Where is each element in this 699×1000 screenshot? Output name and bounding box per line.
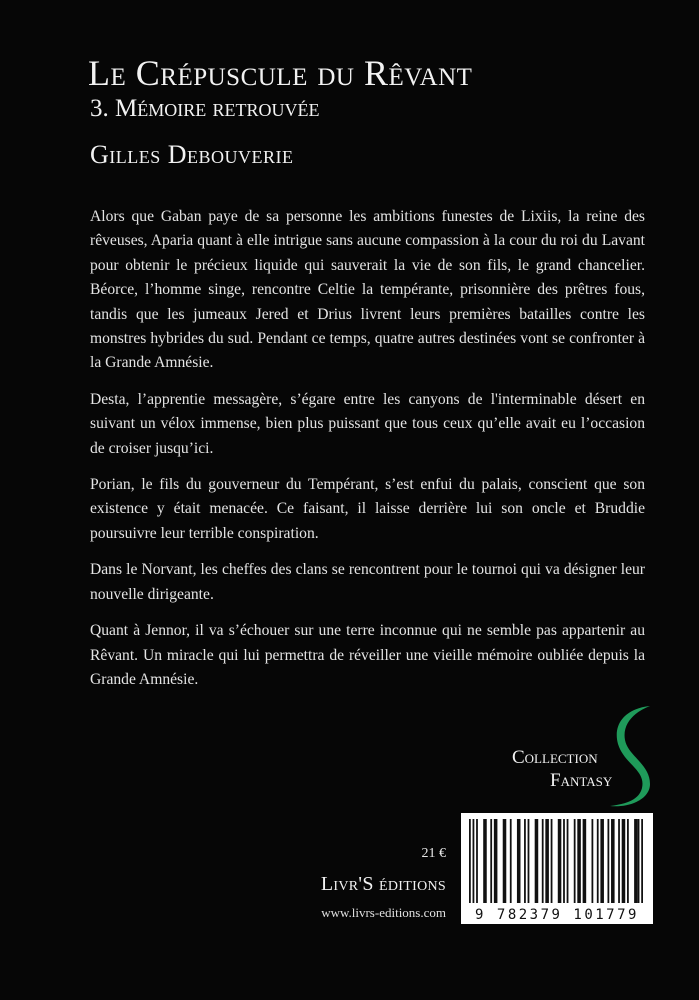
barcode-bar bbox=[627, 819, 629, 903]
blurb-paragraph: Porian, le fils du gouverneur du Tempérant, s’est enfui du palais, conscient que son existence y était menacée. Ce faisant, il laisse derrière lui son oncle et Bruddie poursuivre leur terrible conspiration. bbox=[90, 476, 645, 542]
barcode-bar bbox=[607, 819, 609, 903]
barcode-bar bbox=[503, 819, 507, 903]
barcode-bar bbox=[473, 819, 475, 903]
barcode-bar bbox=[483, 819, 487, 903]
blurb-paragraph: Dans le Norvant, les cheffes des clans se rencontrent pour le tournoi qui va désigner leur nouvelle dirigeante. bbox=[90, 561, 645, 603]
barcode-bar bbox=[618, 819, 620, 903]
barcode-bar bbox=[638, 819, 640, 903]
isbn-barcode bbox=[461, 813, 653, 924]
book-title: Le Crépuscule du Rêvant bbox=[88, 53, 473, 93]
barcode-bar bbox=[524, 819, 526, 903]
barcode-bar bbox=[622, 819, 626, 903]
barcode-bar bbox=[611, 819, 615, 903]
barcode-bar bbox=[577, 819, 581, 903]
barcode-bar bbox=[597, 819, 599, 903]
publisher-name: Livr'S éditions bbox=[320, 873, 446, 895]
publisher-website: www.livrs-editions.com bbox=[321, 905, 446, 920]
collection-logo bbox=[500, 700, 670, 810]
barcode-bar bbox=[476, 819, 478, 903]
barcode-bar bbox=[528, 819, 530, 903]
blurb-paragraph: Quant à Jennor, il va s’échouer sur une terre inconnue qui ne semble pas appartenir au Rêvant. Un miracle qui lui permettra de réveiller une vieille mémoire oubliée depuis la Grande Amnésie. bbox=[90, 622, 645, 688]
barcode-bar bbox=[641, 819, 643, 903]
price: 21 € bbox=[421, 846, 446, 861]
barcode-bar bbox=[517, 819, 521, 903]
barcode-bar bbox=[535, 819, 539, 903]
barcode-bar bbox=[567, 819, 569, 903]
barcode-bar bbox=[600, 819, 604, 903]
barcode-bar bbox=[583, 819, 587, 903]
barcode-bar bbox=[545, 819, 549, 903]
barcode-bar bbox=[490, 819, 492, 903]
barcode-bar bbox=[634, 819, 638, 903]
blurb-paragraph: Alors que Gaban paye de sa personne les ambitions funestes de Lixiis, la reine des rêveuses, Aparia quant à elle intrigue sans aucune compassion à la cour du roi du Lavant pour obtenir le précieux liquide qui sauverait la vie de son fils, le grand chancelier. Béorce, l’homme singe, rencontre Celtie la tempérante, prisonnière des prêtres fous, tandis que les jumeaux Jered et Drius livrent leurs premières batailles contre les monstres hybrides du sud. Pendant ce temps, quatre autres destinées vont se confronter à la Grande Amnésie. bbox=[90, 208, 645, 372]
collection-label: Collection bbox=[512, 747, 598, 768]
collection-genre: Fantasy bbox=[550, 770, 613, 791]
barcode-bar bbox=[510, 819, 512, 903]
barcode-bars bbox=[467, 819, 647, 905]
blurb-text bbox=[90, 205, 645, 704]
book-subtitle: 3. Mémoire retrouvée bbox=[90, 95, 320, 122]
barcode-bar bbox=[558, 819, 562, 903]
barcode-bar bbox=[469, 819, 471, 903]
barcode-bar bbox=[494, 819, 498, 903]
barcode-bar bbox=[542, 819, 544, 903]
barcode-bar bbox=[574, 819, 576, 903]
barcode-bar bbox=[551, 819, 553, 903]
isbn-digits: 9 782379 101779 bbox=[475, 907, 639, 923]
author-name: Gilles Debouverie bbox=[90, 140, 294, 169]
blurb-paragraph: Desta, l’apprentie messagère, s’égare entre les canyons de l'interminable désert en suivant un vélox immense, bien plus puissant que tous ceux qu’elle avait eu l’occasion de croiser jusqu’ici. bbox=[90, 390, 645, 457]
barcode-bar bbox=[592, 819, 594, 903]
barcode-bar bbox=[563, 819, 565, 903]
